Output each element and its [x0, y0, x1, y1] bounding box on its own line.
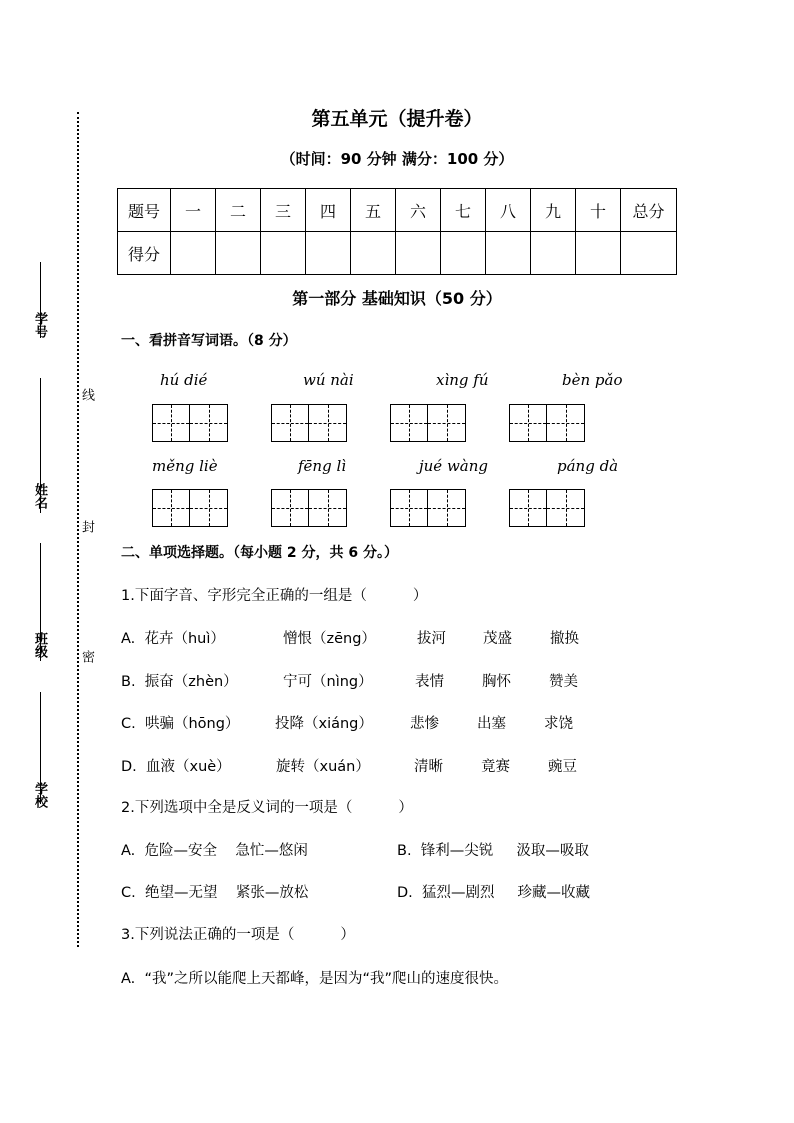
writing-grid[interactable] [152, 404, 228, 442]
option-a-word-2: 憎恨（zēng） [283, 631, 376, 647]
binding-mark-feng: 封 [79, 520, 94, 533]
table-cell: 题号 [118, 189, 171, 232]
question-2-title: 二、单项选择题。（每小题 2 分，共 6 分。） [121, 545, 398, 561]
score-input-cell[interactable] [261, 232, 306, 275]
name-label: 姓名 [32, 483, 47, 509]
option-a-word-4: 茂盛 [483, 631, 512, 647]
option-d-word-3: 清晰 [414, 759, 443, 775]
pinyin-label: hú dié [160, 371, 208, 389]
table-cell: 九 [531, 189, 576, 232]
pinyin-label: xìng fú [436, 371, 489, 389]
writing-grid[interactable] [271, 489, 347, 527]
score-table [117, 188, 677, 275]
page-title: 第五单元（提升卷） [311, 108, 483, 130]
writing-grid[interactable] [390, 404, 466, 442]
binding-mark-xian: 线 [79, 388, 94, 401]
table-cell: 六 [396, 189, 441, 232]
score-input-cell[interactable] [306, 232, 351, 275]
table-cell: 十 [576, 189, 621, 232]
score-input-cell[interactable] [216, 232, 261, 275]
option-d-word-5: 豌豆 [548, 759, 577, 775]
student-id-label: 学号 [32, 312, 47, 338]
table-cell: 总分 [621, 189, 677, 232]
table-cell: 七 [441, 189, 486, 232]
option-c-word-4: 出塞 [477, 716, 506, 732]
score-input-cell[interactable] [486, 232, 531, 275]
score-input-cell[interactable] [351, 232, 396, 275]
pinyin-label: měng liè [152, 457, 218, 475]
section-title: 第一部分 基础知识（50 分） [292, 289, 502, 308]
score-input-cell[interactable] [576, 232, 621, 275]
option-c-word-1[interactable]: C. 哄骗（hōng） [121, 716, 240, 732]
option-a[interactable]: A. 危险—安全 急忙—悠闲 [121, 843, 308, 859]
option-d[interactable]: D. 猛烈—剧烈 珍藏—收藏 [397, 885, 591, 901]
score-input-cell[interactable] [531, 232, 576, 275]
option-a-word-1[interactable]: A. 花卉（huì） [121, 631, 225, 647]
option-d-word-2: 旋转（xuán） [276, 759, 370, 775]
pinyin-label: fēng lì [298, 457, 347, 475]
writing-grid[interactable] [509, 489, 585, 527]
pinyin-label: páng dà [557, 457, 619, 475]
school-label: 学校 [32, 782, 47, 808]
writing-grid[interactable] [509, 404, 585, 442]
option-c[interactable]: C. 绝望—无望 紧张—放松 [121, 885, 309, 901]
option-c-word-2: 投降（xiáng） [275, 716, 373, 732]
writing-grid[interactable] [271, 404, 347, 442]
score-table-header-row [118, 189, 677, 232]
option-a-word-3: 拔河 [417, 631, 446, 647]
option-d-word-4: 竟赛 [481, 759, 510, 775]
table-cell: 得分 [118, 232, 171, 275]
table-cell: 五 [351, 189, 396, 232]
option-b-word-3: 表情 [415, 674, 444, 690]
option-c-word-5: 求饶 [544, 716, 573, 732]
score-input-cell[interactable] [441, 232, 486, 275]
writing-grid[interactable] [152, 489, 228, 527]
class-label: 班级 [32, 632, 47, 658]
sub-question-3-stem: 3.下列说法正确的一项是（ ） [121, 927, 355, 943]
pinyin-label: jué wàng [419, 457, 489, 475]
option-b-word-2: 宁可（nìng） [283, 674, 373, 690]
question-1-title: 一、看拼音写词语。（8 分） [121, 333, 297, 349]
table-cell: 三 [261, 189, 306, 232]
sub-question-2-stem: 2.下列选项中全是反义词的一项是（ ） [121, 800, 413, 816]
score-input-cell[interactable] [621, 232, 677, 275]
table-cell: 二 [216, 189, 261, 232]
sub-question-1-stem: 1.下面字音、字形完全正确的一组是（ ） [121, 588, 428, 604]
pinyin-label: bèn pǎo [562, 371, 623, 389]
exam-info: （时间：90 分钟 满分：100 分） [280, 150, 514, 168]
option-d-word-1[interactable]: D. 血液（xuè） [121, 759, 231, 775]
score-input-cell[interactable] [396, 232, 441, 275]
option-b[interactable]: B. 锋利—尖锐 汲取—吸取 [397, 843, 589, 859]
pinyin-label: wú nài [303, 371, 354, 389]
option-a[interactable]: A. “我”之所以能爬上天都峰，是因为“我”爬山的速度很快。 [121, 971, 509, 987]
table-cell: 一 [171, 189, 216, 232]
option-b-word-4: 胸怀 [482, 674, 511, 690]
writing-grid[interactable] [390, 489, 466, 527]
score-input-cell[interactable] [171, 232, 216, 275]
binding-mark-mi: 密 [79, 650, 94, 663]
option-a-word-5: 撤换 [550, 631, 579, 647]
score-table-score-row [118, 232, 677, 275]
table-cell: 四 [306, 189, 351, 232]
option-b-word-5: 赞美 [549, 674, 578, 690]
table-cell: 八 [486, 189, 531, 232]
option-b-word-1[interactable]: B. 振奋（zhèn） [121, 674, 238, 690]
option-c-word-3: 悲惨 [410, 716, 439, 732]
